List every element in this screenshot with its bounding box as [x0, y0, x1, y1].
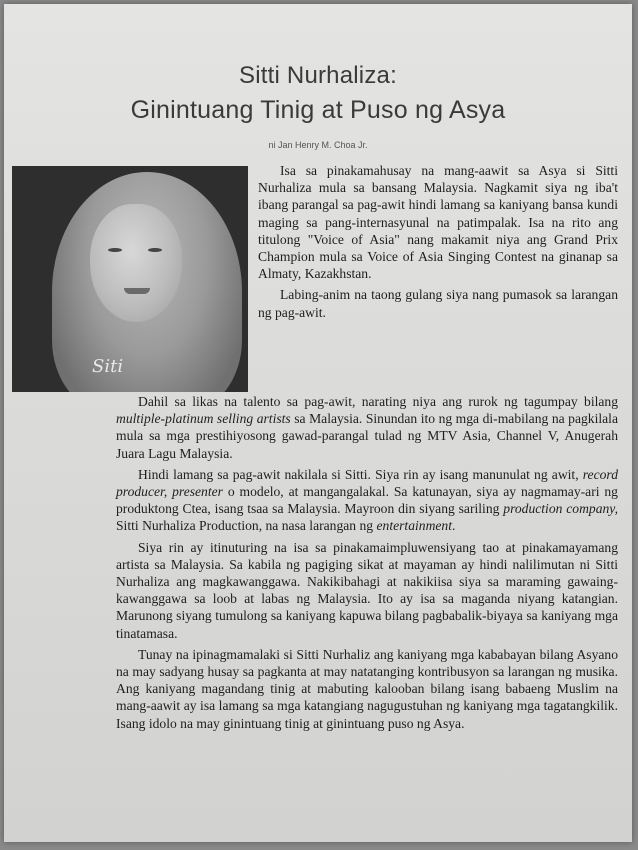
paragraph-6: Tunay na ipinagmamalaki si Sitti Nurhaliz ang kaniyang mga kababayan bilang Asyano na may sadyang husay sa pagkanta at may natatanging kontribusyon sa larangan ng musika. Ang kaniyang magandang tinig at mabuting kalooban bilang isang babaeng Muslim na mang-aawit ay isa lamang sa mga katangiang nagugustuhan ng kaniyang mga tagatangkilik. Isang idolo na may ginintuang tinig at ginintuang puso ng Asya. [116, 646, 618, 731]
title-line-2: Ginintuang Tinig at Puso ng Asya [130, 96, 506, 124]
intro-paragraphs [258, 162, 618, 325]
photo-eye-left [108, 248, 122, 252]
author-byline: ni Jan Henry M. Choa Jr. [268, 140, 368, 150]
title-line-1: Sitti Nurhaliza: [239, 62, 397, 89]
body-paragraphs [116, 393, 618, 736]
document-page [4, 4, 632, 842]
paragraph-2: Labing-anim na taong gulang siya nang pumasok sa larangan ng pag-awit. [258, 287, 618, 320]
photo-face [90, 204, 182, 322]
paragraph-1: Isa sa pinakamahusay na mang-aawit sa Asya si Sitti Nurhaliza mula sa bansang Malaysia. Nagkamit siya ng iba't ibang parangal sa pag-awit hindi lamang sa kaniyang bansa kundi maging sa pang-internasyunal na patimpalak. Isa na rito ang titulong "Voice of Asia" nang makamit niya ang Grand Prix Champion mula sa Voice of Asia Singing Contest na ginanap sa Almaty, Kazakhstan. [258, 163, 618, 282]
portrait-photo [12, 166, 248, 392]
paragraph-5: Siya rin ay itinuturing na isa sa pinakamaimpluwensiyang tao at pinakamayamang artista sa Malaysia. Sa kabila ng pagiging sikat at mayaman ay hindi nalilimutan ni Sitti Nurhaliza ang magkawanggawa. Nakikibahagi at nakikiisa siya sa maraming gawaing-kawanggawa sa loob at labas ng Malaysia. Ito ay isa sa maganda niyang katangian. Marunong siyang tumulong sa kaniyang kapuwa bilang pagbabalik-biyaya sa kaniyang mga tinatamasa. [116, 539, 618, 641]
paragraph-3: Dahil sa likas na talento sa pag-awit, narating niya ang rurok ng tagumpay bilang multiple-platinum selling artists sa Malaysia. Sinundan ito ng mga di-mabilang na pagkilala mula sa mga prestihiyosong gawad-parangal tulad ng MTV Asia, Channel V, Anugerah Juara Lagu Malaysia. [116, 394, 618, 461]
photo-caption: Siti [92, 356, 124, 377]
photo-mouth [124, 288, 150, 294]
paragraph-4: Hindi lamang sa pag-awit nakilala si Sitti. Siya rin ay isang manunulat ng awit, record producer, presenter o modelo, at mangangalakal. Sa katunayan, siya ay nagmamay-ari ng produktong Ctea, isang tsaa sa Malaysia. Mayroon din siyang sariling production company, Sitti Nurhaliza Production, na nasa larangan ng entertainment. [116, 466, 618, 534]
photo-eye-right [148, 248, 162, 252]
